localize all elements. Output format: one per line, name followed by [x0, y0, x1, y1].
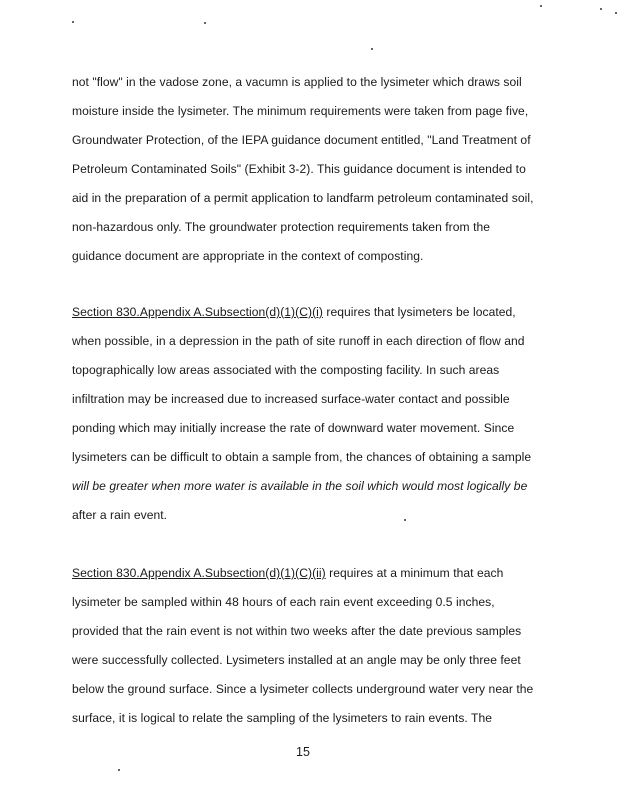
text-line: provided that the rain event is not within two weeks after the date previous samples	[72, 624, 522, 638]
scan-speck	[540, 5, 542, 7]
text-line	[72, 298, 572, 327]
text-line: infiltration may be increased due to increased surface-water contact and possible	[72, 392, 510, 406]
text-line: Groundwater Protection, of the IEPA guidance document entitled, "Land Treatment of	[72, 133, 531, 147]
text-line: below the ground surface. Since a lysimeter collects underground water very near the	[72, 682, 534, 696]
text-line: topographically low areas associated with the composting facility. In such areas	[72, 363, 500, 377]
scan-speck	[118, 769, 120, 771]
text-line: Petroleum Contaminated Soils" (Exhibit 3-2). This guidance document is intended to	[72, 162, 526, 176]
scan-speck	[371, 48, 373, 50]
scan-speck	[72, 21, 74, 23]
paragraph-2	[72, 298, 572, 530]
text-line: ponding which may initially increase the rate of downward water movement. Since	[72, 421, 515, 435]
text-line: not "flow" in the vadose zone, a vacumn is applied to the lysimeter which draws soil	[72, 75, 522, 89]
text-line-rest: requires at a minimum that each	[325, 566, 504, 580]
page-number: 15	[296, 745, 310, 759]
text-line: were successfully collected. Lysimeters installed at an angle may be only three feet	[72, 653, 521, 667]
text-line: aid in the preparation of a permit application to landfarm petroleum contaminated soil,	[72, 191, 534, 205]
paragraph-1	[72, 68, 572, 271]
text-line: after a rain event.	[72, 508, 168, 522]
text-line-rest: requires that lysimeters be located,	[322, 305, 516, 319]
section-reference: Section 830.Appendix A.Subsection(d)(1)(C)(ii)	[72, 566, 326, 580]
text-line: will be greater when more water is available in the soil which would most logically be	[72, 479, 528, 493]
text-line	[72, 559, 572, 588]
text-line: when possible, in a depression in the path of site runoff in each direction of flow and	[72, 334, 525, 348]
text-line: surface, it is logical to relate the sampling of the lysimeters to rain events. The	[72, 711, 493, 725]
text-line: lysimeters can be difficult to obtain a sample from, the chances of obtaining a sample	[72, 450, 532, 464]
scan-speck	[615, 12, 617, 14]
paragraph-3	[72, 559, 572, 733]
section-reference: Section 830.Appendix A.Subsection(d)(1)(C)(i)	[72, 305, 323, 319]
text-line: lysimeter be sampled within 48 hours of each rain event exceeding 0.5 inches,	[72, 595, 495, 609]
text-line: guidance document are appropriate in the context of composting.	[72, 249, 424, 263]
text-line: moisture inside the lysimeter. The minimum requirements were taken from page five,	[72, 104, 529, 118]
text-line: non-hazardous only. The groundwater protection requirements taken from the	[72, 220, 491, 234]
scan-speck	[204, 22, 206, 24]
scan-speck	[600, 8, 602, 10]
